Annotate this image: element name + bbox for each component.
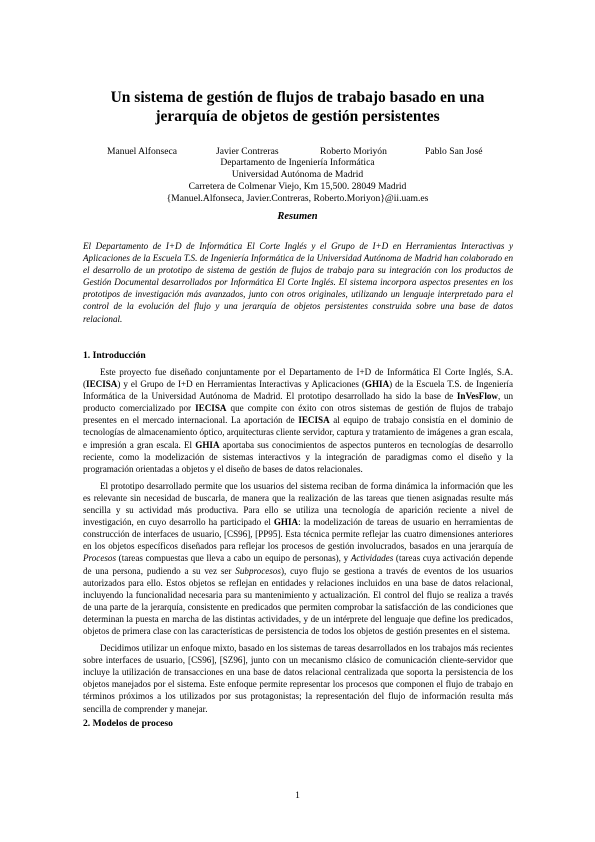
- section-1-body: [83, 366, 513, 715]
- author-1: Manuel Alfonseca: [107, 146, 178, 157]
- abstract-text: El Departamento de I+D de Informática El Corte Inglés y el Grupo de I+D en Herramientas Interactivas y Aplicaciones de la Escuela T.S. de Ingeniería Informática de la Universidad Autónoma de Madrid han colaborado en el desarrollo de un prototipo de sistema de gestión de flujos de trabajo para su integración con los productos de Gestión Documental desarrollados por Informática El Corte Inglés. El sistema incorpora aspectos presentes en los prototipos de investigación más avanzados, junto con otros originales, utilizando un lenguaje interpretado para el control de la evolución del flujo y una jerarquía de objetos persistentes construida sobre una base de datos relacional.: [83, 241, 513, 324]
- section-1-heading: 1. Introducción: [83, 350, 146, 361]
- section-2-heading: 2. Modelos de proceso: [83, 718, 173, 729]
- affiliation-department: Departamento de Ingeniería Informática: [220, 157, 375, 168]
- affiliation-emails: {Manuel.Alfonseca, Javier.Contreras, Roberto.Moriyon}@ii.uam.es: [166, 193, 429, 204]
- title-line-1: Un sistema de gestión de flujos de trabajo basado en una: [110, 89, 485, 106]
- paragraph-1: Este proyecto fue diseñado conjuntamente por el Departamento de I+D de Informática El Corte Inglés, S.A. (IECISA) y el Grupo de I+D en Herramientas Interactivas y Aplicaciones (GHIA) de la Escuela T.S. de Ingeniería Informática de la Universidad Autónoma de Madrid. El prototipo desarrollado ha sido la base de InVesFlow, un producto comercializado por IECISA que compite con éxito con otros sistemas de gestión de flujos de trabajo presentes en el mercado internacional. La aportación de IECISA al equipo de trabajo consistía en el dominio de tecnologías de almacenamiento óptico, arquitecturas cliente servidor, captura y tratamiento de imágenes a gran escala, e impresión a gran escala. El GHIA aportaba sus conocimientos de aspectos punteros en tecnologías de desarrollo reciente, como la modelización de sistemas interactivos y la integración de paradigmas como el diseño y la programación orientadas a objetos y el diseño de bases de datos relacionales.: [83, 367, 513, 474]
- paper-title: [60, 88, 535, 126]
- author-4: Pablo San José: [425, 146, 483, 157]
- affiliation-university: Universidad Autónoma de Madrid: [231, 169, 364, 180]
- author-2: Javier Contreras: [216, 146, 279, 157]
- title-line-2: jerarquía de objetos de gestión persistentes: [155, 108, 440, 125]
- affiliation-address: Carretera de Colmenar Viejo, Km 15,500. 28049 Madrid: [188, 181, 407, 192]
- paragraph-3: Decidimos utilizar un enfoque mixto, basado en los sistemas de tareas desarrollados en los trabajos más recientes sobre interfaces de usuario, [CS96], [SZ96], junto con un mecanismo clásico de comunicación cliente-servidor que incluye la utilización de transacciones en una base de datos relacional centralizada que soporta la persistencia de los objetos manejados por el sistema. Este enfoque permite representar los procesos que componen el flujo de trabajo en términos próximos a los utilizados por sus protagonistas; la representación del flujo de información resulta más sencilla de comprender y manejar.: [83, 643, 513, 714]
- page-number: 1: [295, 791, 300, 801]
- paragraph-2: El prototipo desarrollado permite que los usuarios del sistema reciban de forma dinámica la información que les es relevante sin necesidad de buscarla, de manera que la realización de las tareas que tienen asignadas resulte más sencilla y su actividad más productiva. Para ello se utiliza una tecnología de aparición reciente a nivel de investigación, en cuyo desarrollo ha participado el GHIA: la modelización de tareas de usuario en herramientas de construcción de interfaces de usuario, [CS96], [PP95]. Esta técnica permite reflejar las cuatro dimensiones anteriores en los objetos específicos diseñados para reflejar los procesos de gestión involucrados, basados en una jerarquía de Procesos (tareas compuestas que lleva a cabo un equipo de personas), y Actividades (tareas cuya activación depende de una persona, pudiendo a su vez ser Subprocesos), cuyo flujo se gestiona a través de eventos de los usuarios autorizados para ello. Estos objetos se reflejan en entidades y relaciones incluidos en una base de datos relacional, incluyendo la funcionalidad necesaria para su mantenimiento y actualización. El control del flujo se realiza a través de una parte de la jerarquía, consistente en predicados que permiten comprobar la satisfacción de las condiciones que determinan la puesta en marcha de las distintas actividades, y de un intérprete del lenguaje que define los predicados, objetos de primera clase con las características de persistencia de todos los objetos de gestión presentes en el sistema.: [83, 480, 513, 636]
- abstract-heading: Resumen: [277, 211, 318, 222]
- author-3: Roberto Moriyón: [320, 146, 387, 157]
